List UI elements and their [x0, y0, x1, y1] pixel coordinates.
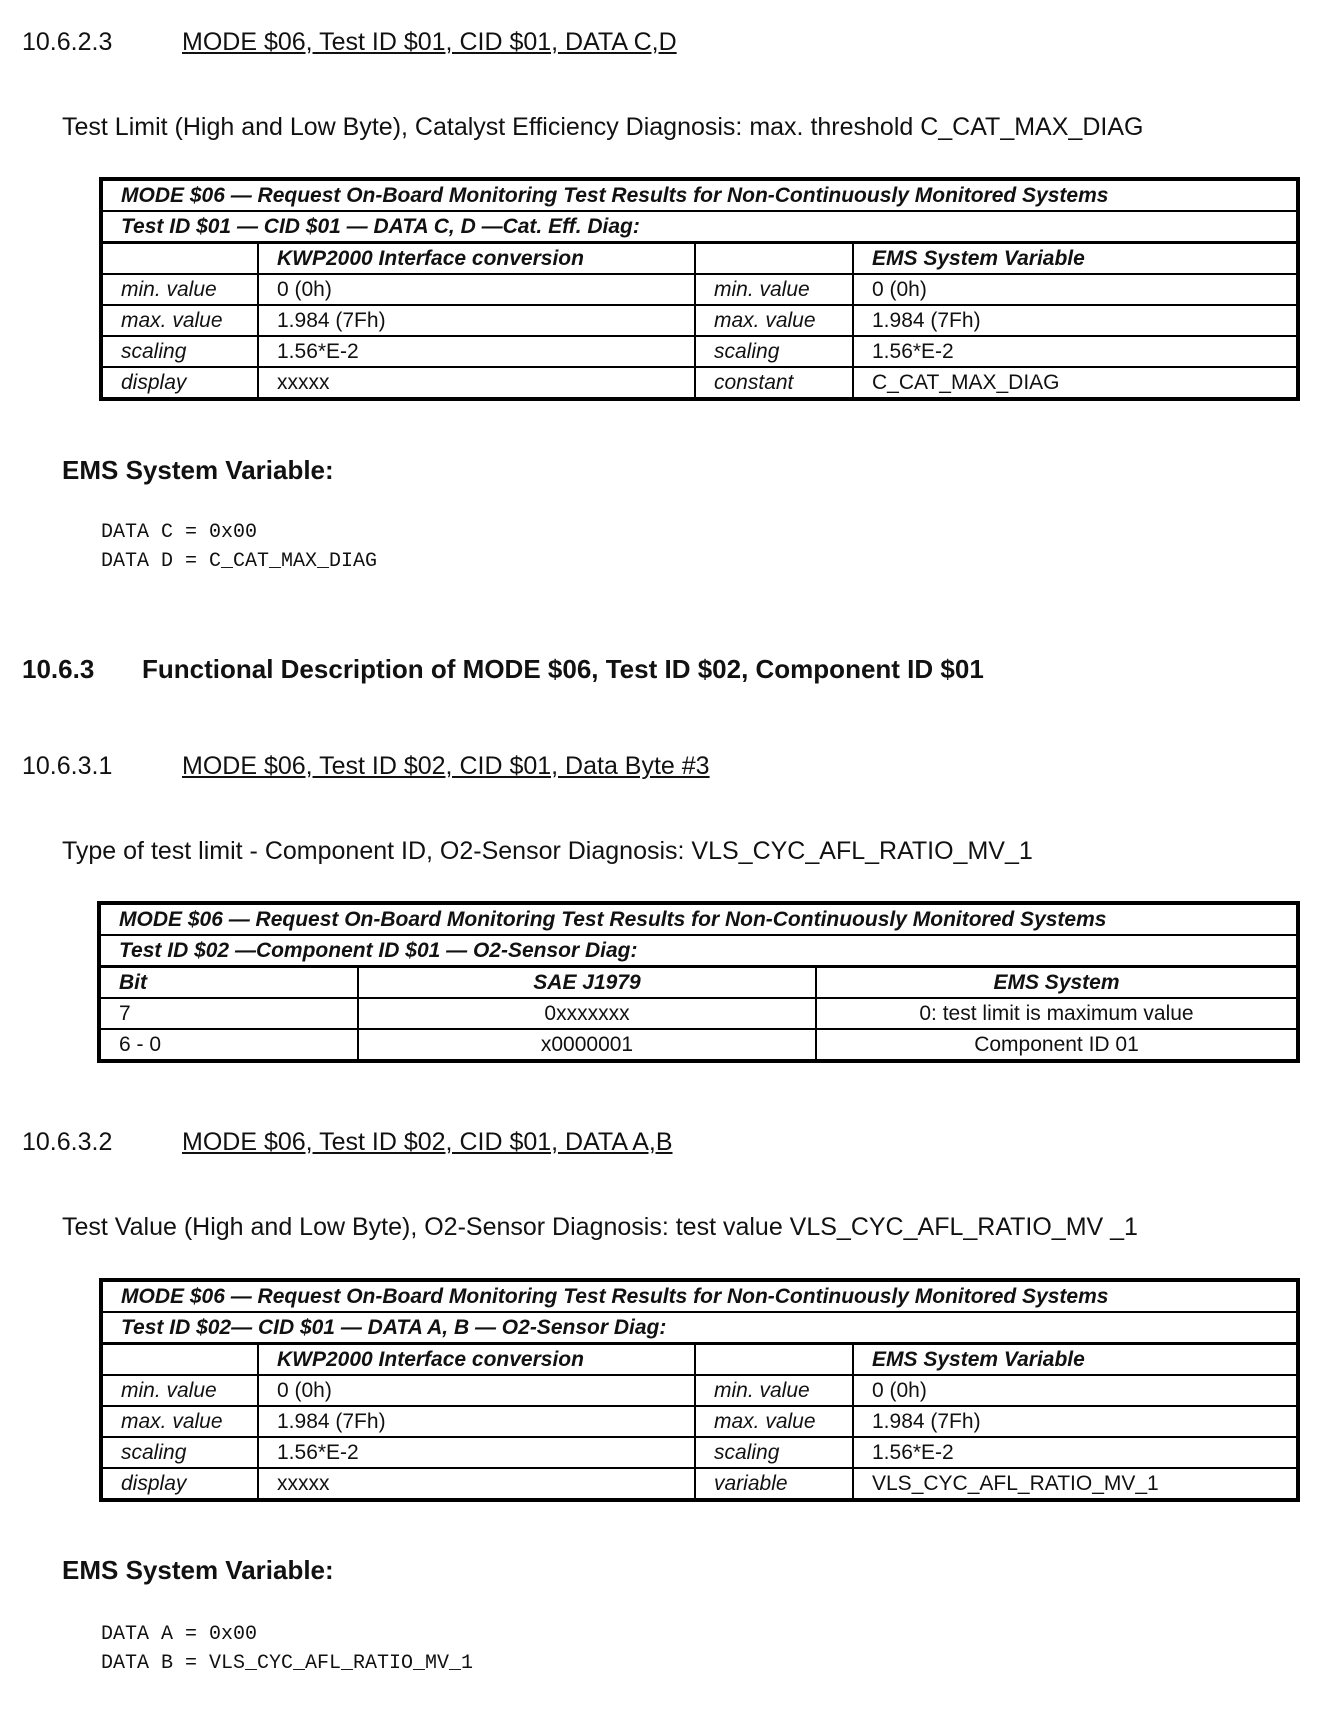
- table-header-mode: MODE $06 — Request On-Board Monitoring Test Results for Non-Continuously Monitored Systems: [101, 1280, 1298, 1312]
- column-header-bit: Bit: [99, 967, 358, 999]
- column-header-ems: EMS System: [816, 967, 1298, 999]
- row-label: max. value: [101, 1406, 258, 1437]
- row-value: 1.56*E-2: [258, 336, 695, 367]
- row-bit: 7: [99, 998, 358, 1029]
- table-header-test-id: Test ID $02 —Component ID $01 — O2-Sensor Diag:: [99, 935, 1298, 967]
- table-cell: [101, 243, 258, 275]
- row-sae: x0000001: [358, 1029, 816, 1061]
- column-header-ems: EMS System Variable: [853, 1344, 1298, 1376]
- row-label: max. value: [695, 305, 853, 336]
- table-header-test-id: Test ID $02— CID $01 — DATA A, B — O2-Sensor Diag:: [101, 1312, 1298, 1344]
- section-number: 10.6.3.1: [22, 752, 113, 780]
- row-bit: 6 - 0: [99, 1029, 358, 1061]
- section-number: 10.6.2.3: [22, 28, 113, 56]
- row-label: max. value: [101, 305, 258, 336]
- row-value: VLS_CYC_AFL_RATIO_MV_1: [853, 1468, 1298, 1500]
- row-value: 1.984 (7Fh): [258, 305, 695, 336]
- row-value: C_CAT_MAX_DIAG: [853, 367, 1298, 399]
- section-heading-10-6-3: [22, 654, 984, 685]
- section-heading-10-6-3-1: [22, 752, 710, 781]
- ems-variable-label: EMS System Variable:: [62, 455, 334, 485]
- table-header-mode: MODE $06 — Request On-Board Monitoring Test Results for Non-Continuously Monitored Systems: [99, 903, 1298, 935]
- code-line: DATA B = VLS_CYC_AFL_RATIO_MV_1: [101, 1652, 474, 1675]
- table-row: [101, 274, 1298, 305]
- table-row: [101, 305, 1298, 336]
- section-number: 10.6.3: [22, 654, 95, 684]
- table-row: [101, 1468, 1298, 1500]
- row-value: 1.984 (7Fh): [853, 1406, 1298, 1437]
- code-line: DATA A = 0x00: [101, 1623, 258, 1646]
- table-cell: [101, 1344, 258, 1376]
- table-cell: [695, 1344, 853, 1376]
- test-value-table: [99, 1278, 1300, 1502]
- row-value: 0 (0h): [258, 274, 695, 305]
- table-header-mode: MODE $06 — Request On-Board Monitoring Test Results for Non-Continuously Monitored Systems: [101, 179, 1298, 211]
- row-label: scaling: [101, 1437, 258, 1468]
- row-value: 1.984 (7Fh): [853, 305, 1298, 336]
- section-description: Type of test limit - Component ID, O2-Sensor Diagnosis: VLS_CYC_AFL_RATIO_MV_1: [62, 837, 1033, 865]
- section-heading-10-6-3-2: [22, 1128, 673, 1157]
- row-value: 1.984 (7Fh): [258, 1406, 695, 1437]
- row-value: 1.56*E-2: [853, 1437, 1298, 1468]
- row-label: scaling: [695, 336, 853, 367]
- column-header-ems: EMS System Variable: [853, 243, 1298, 275]
- row-label: scaling: [101, 336, 258, 367]
- section-heading-10-6-2-3: [22, 28, 677, 57]
- row-label: max. value: [695, 1406, 853, 1437]
- section-title: MODE $06, Test ID $02, CID $01, DATA A,B: [182, 1128, 673, 1156]
- row-label: scaling: [695, 1437, 853, 1468]
- code-line: DATA C = 0x00: [101, 521, 258, 544]
- row-label: display: [101, 367, 258, 399]
- row-label: constant: [695, 367, 853, 399]
- column-header-kwp: KWP2000 Interface conversion: [258, 243, 695, 275]
- table-row: [101, 1375, 1298, 1406]
- row-label: min. value: [695, 274, 853, 305]
- section-title: MODE $06, Test ID $01, CID $01, DATA C,D: [182, 28, 677, 56]
- code-block: [101, 1620, 473, 1678]
- ems-variable-label: EMS System Variable:: [62, 1555, 334, 1585]
- data-byte-table: [97, 901, 1300, 1063]
- table-cell: [695, 243, 853, 275]
- table-row: [101, 1437, 1298, 1468]
- test-limit-table: [99, 177, 1300, 401]
- section-description: Test Value (High and Low Byte), O2-Sensor Diagnosis: test value VLS_CYC_AFL_RATIO_MV _1: [62, 1213, 1138, 1241]
- table-row: [101, 367, 1298, 399]
- row-value: 1.56*E-2: [853, 336, 1298, 367]
- column-header-kwp: KWP2000 Interface conversion: [258, 1344, 695, 1376]
- table-header-test-id: Test ID $01 — CID $01 — DATA C, D —Cat. Eff. Diag:: [101, 211, 1298, 243]
- row-value: xxxxx: [258, 1468, 695, 1500]
- code-block: [101, 518, 377, 576]
- row-label: min. value: [101, 274, 258, 305]
- column-header-sae: SAE J1979: [358, 967, 816, 999]
- row-label: display: [101, 1468, 258, 1500]
- code-line: DATA D = C_CAT_MAX_DIAG: [101, 550, 378, 573]
- table-row: [99, 998, 1298, 1029]
- table-row: [99, 1029, 1298, 1061]
- row-ems: 0: test limit is maximum value: [816, 998, 1298, 1029]
- section-title: Functional Description of MODE $06, Test ID $02, Component ID $01: [142, 654, 984, 684]
- table-row: [101, 336, 1298, 367]
- row-ems: Component ID 01: [816, 1029, 1298, 1061]
- row-label: min. value: [695, 1375, 853, 1406]
- row-value: 0 (0h): [258, 1375, 695, 1406]
- table-row: [101, 1406, 1298, 1437]
- section-description: Test Limit (High and Low Byte), Catalyst Efficiency Diagnosis: max. threshold C_CAT_MAX_DIAG: [62, 113, 1144, 141]
- section-number: 10.6.3.2: [22, 1128, 113, 1156]
- row-label: variable: [695, 1468, 853, 1500]
- row-value: 1.56*E-2: [258, 1437, 695, 1468]
- row-value: xxxxx: [258, 367, 695, 399]
- row-sae: 0xxxxxxx: [358, 998, 816, 1029]
- row-label: min. value: [101, 1375, 258, 1406]
- section-title: MODE $06, Test ID $02, CID $01, Data Byte #3: [182, 752, 710, 780]
- row-value: 0 (0h): [853, 274, 1298, 305]
- row-value: 0 (0h): [853, 1375, 1298, 1406]
